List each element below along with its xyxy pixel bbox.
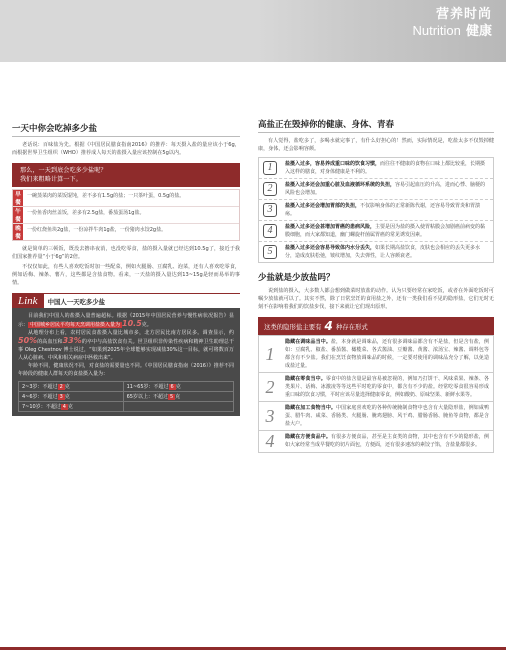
question-box [12, 163, 240, 187]
item-number: 3 [259, 200, 281, 220]
brand-cn-2: 健康 [465, 23, 492, 39]
left-paragraph-2: 就是简单的三顿饭，既没去撸串夜消，也没吃零食，盐的摄入量就已经达到10.5g了，接近于我们国家推荐量“小于6g”的2倍。 [12, 246, 240, 260]
link-highlight: 中国城乡居民平均每天烹调用盐摄入量为 [30, 322, 121, 328]
link-text: 的卒中与高盐饮食有关。世卫组织非传染性疾病和精神卫生助理总干事 Oleg Chestnov 博士说过，“如果到2025年全球能够实现减盐30%这一目标，就可将数百万人从心脏病、中风和相关病症中拯救出来”。 [18, 339, 234, 361]
item-number: 1 [265, 343, 275, 364]
brand-cn-1: 营养时尚 [435, 7, 492, 22]
item-number: 3 [265, 405, 275, 426]
link-text: 从地理分布上看，农村居民食盐摄入量比城市多，北方居民比南方居民多。调查显示，约 [28, 330, 234, 336]
item-number: 2 [265, 376, 275, 397]
table-row [19, 382, 234, 392]
right-section-title-2: 少盐就是少放盐吗？ [258, 273, 335, 283]
table-row [19, 392, 234, 402]
meal-row [13, 224, 239, 240]
table-cell [123, 402, 233, 412]
table-cell: 2~3岁：不超过 2 克 [19, 382, 124, 392]
right-paragraph-2: 说到盐的摄入，大多数人都会想到做菜时放盐的动作。认为只要经常在家吃饭，或者在外面吃饭时可嘱少放盐就可以了。其实不然，除了日常烹饪的食用盐之外，还有一类我们看不见的隐形盐，它们无时无刻不在影响着我们的饮盐步伐，接下来就让它们现出原形。 [258, 288, 494, 310]
list-item [259, 431, 493, 452]
table-cell: 65岁以上：不超过 5 克 [123, 392, 233, 402]
item-number: 5 [259, 242, 281, 262]
harm-list [258, 157, 494, 263]
link-big-number: 10.5 [122, 319, 142, 328]
meal-row [13, 190, 239, 207]
left-paragraph-3: 不仅仅如此，有些人喜欢吃饭时加一些配菜，例如火腿肠、豆腐乳、泡菜，还有人喜欢吃零食，例如话梅、辣条、薯片，这些都是含盐食物。看来，一天盐的摄入量达到13~15g是轻而易举的事情。 [12, 264, 240, 286]
right-section-title: 高盐正在毁掉你的健康、身体、青春 [258, 118, 494, 133]
table-cell: 4~6岁：不超过 3 克 [19, 392, 124, 402]
item-text: 隐藏在调味品当中。盐，本身就是调味品，还有很多调味品都含有不是盐，但是含有盐，例如：豆腐乳、椒盐、番茄酱、橄榄菜、各式酱油、豆瓣酱、黄酱、浓汤宝、辣酱、调料包等都含有不少盐。我们在烹饪食物放调味品的时候，一定要对使用的调味品充分了解，以免造成盐过量。 [285, 339, 489, 369]
table-row [19, 402, 234, 412]
hidden-salt-bar [258, 317, 494, 335]
link-text: 目前我们中国人的盐摄入量普遍超标。根据《2015年中国居民营养与慢性病状况报告》显示： [18, 313, 234, 328]
hidden-salt-list [258, 335, 494, 453]
list-item [259, 242, 493, 262]
meal-tag: 晚餐 [13, 224, 23, 240]
link-paragraph-3: 年龄不同，健康状况不同，对食盐的需要量也不同。《中国居民膳食指南（2016）》推荐不同年龄段的健康人群每天的食盐摄入量为： [18, 363, 234, 377]
link-big-number: 33% [62, 336, 82, 345]
link-big-number: 50% [18, 336, 38, 345]
left-section-title: 一天中你会吃掉多少盐 [12, 122, 240, 137]
left-paragraph-1: 老话说：百味盐为先。根据《中国居民膳食指南2016》的推荐：每天摄入盐的量应该小于6g，而根据世界卫生组织（WHO）推荐成人每天的盐摄入量应该控制在5g以内。 [12, 142, 240, 156]
link-title: 中国人一天吃多少盐 [47, 297, 106, 306]
right-paragraph-1: 有人觉得，盐吃多了，多喝水就完事了，有什么好担心的！然而，实际情况是，吃盐太多不仅毁掉健康，身体，还会影响容颜。 [258, 138, 494, 152]
link-paragraph-1 [18, 312, 234, 329]
list-item [259, 402, 493, 431]
item-text: 隐藏在方便食品中。有很多方便食品，甚至是主食类的食物，其中也含有不少的隐形盐，例如大家经常当成早餐吃的切片面包，方便面，还有很多速冻的素饺子馅，含盐量都很多。 [285, 434, 489, 448]
meal-list [12, 189, 240, 241]
item-number: 4 [265, 431, 275, 451]
item-text: 隐藏在零食当中。零食中的盐含量是最容易被忽视的，例如乃打饼干、风味菜果、辣条、各类果片、话梅、冰激凌等等这些平时吃的零食中，都含有不少的盐。经常吃零食很容易形成重口味的饮食习惯，平时应该尽量选择健康零食，例如酸奶、原味坚果、新鲜水果等。 [285, 376, 489, 398]
item-text: 盐摄入过多还会甚增加胃癌的患病风险，主要是因为盐的摄入使胃粘膜会加剧癌前病变的黏膜细胞，而大家都知道，幽门螺旋杆菌属胃癌的常见诱发因素。 [285, 224, 486, 238]
list-item [259, 158, 493, 179]
meal-text: 一份鱼香肉丝盖饭，差多有2.5g盐，番茄蛋汤1g盐。 [27, 210, 145, 216]
link-text: 克。 [141, 322, 152, 328]
bar-text: 这类的隐形盐主要有 [264, 322, 322, 331]
item-text: 隐藏在加工食物当中。中国家庭喜欢吃的各种传统腌制食物中也含有大量隐形盐，例如咸鸭蛋、腊牛肉、咸菜、香肠类、火腿肠、腌鸡翅膀、风干鸡、腊肠香肠、腌鱼等食物，都是含盐大户。 [285, 405, 489, 427]
item-text: 盐摄入过多，容易养成重口味的饮食习惯，而往往不健康的食物在口味上都比较重，长期摄入这样的膳食，对身体健康是不利的。 [285, 161, 486, 175]
left-column [12, 122, 240, 416]
list-item [259, 200, 493, 221]
item-text: 盐摄入过多还会容易导致体内水分丢失，如果长期高盐饮食，皮肤也会相应的丢失更多水分，造成皮肤松弛，皱纹增加，失去弹性，让人容颜衰老。 [285, 245, 481, 259]
item-number: 4 [259, 221, 281, 241]
meal-text: 一碗蒸菜肉的菜饭馄饨，差不多有1.5g的盐；一只茶叶蛋，0.5g的盐。 [27, 193, 185, 199]
link-panel [12, 308, 240, 416]
item-text: 盐摄入过多还会增加胃部的负担，不仅影响身体的正常新陈代谢，还容易导致胃炎和胃溃疡。 [285, 203, 481, 217]
list-item [259, 336, 493, 373]
question-line-2: 我们来粗略计算一下。 [20, 176, 82, 183]
meal-row [13, 207, 239, 224]
item-text: 盐摄入过多还会加重心脏及血液循环系统的负担，容易引起血压的升高，进而心悸、脑梗的风险也会增加。 [285, 182, 486, 196]
magazine-brand [412, 8, 492, 38]
meal-text: 一份红烧鱼块2g盐，一份凉拌牛肉1g盐，一份猪肉水饺2g盐。 [27, 227, 167, 233]
link-badge: Link [12, 294, 44, 308]
table-cell: 7~10岁：不超过 4 克 [19, 402, 124, 412]
meal-tag: 早餐 [13, 190, 23, 206]
item-number: 1 [259, 158, 281, 178]
list-item [259, 221, 493, 242]
meal-tag: 午餐 [13, 207, 23, 223]
age-salt-table [18, 381, 234, 412]
bar-number: 4 [324, 319, 333, 333]
bar-text: 种存在形式 [335, 322, 368, 331]
link-text: 的高血压和 [37, 339, 63, 345]
table-cell: 11~65岁：不超过 6 克 [123, 382, 233, 392]
question-line-1: 那么，一天到底会吃多少盐呢？ [20, 167, 107, 174]
list-item [259, 179, 493, 200]
list-item [259, 373, 493, 402]
item-number: 2 [259, 179, 281, 199]
right-column [258, 118, 494, 453]
link-paragraph-2 [18, 329, 234, 362]
brand-en: Nutrition [412, 22, 461, 38]
link-header [12, 293, 240, 308]
